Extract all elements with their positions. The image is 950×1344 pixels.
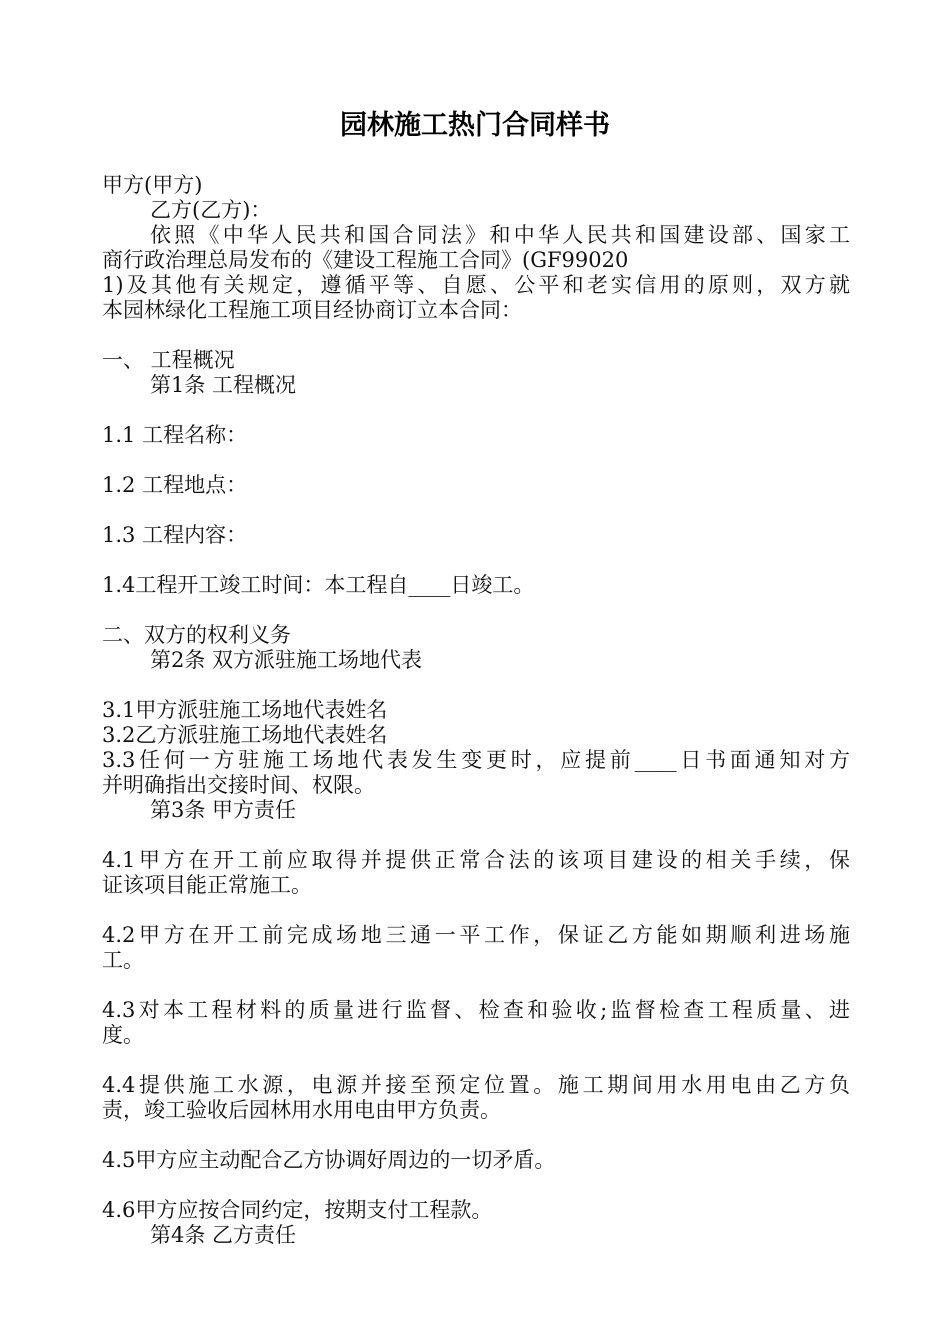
- clause-4-1-line-2: 证该项目能正常施工。: [102, 873, 312, 897]
- clause-4-5: 4.5甲方应主动配合乙方协调好周边的一切矛盾。: [102, 1148, 556, 1172]
- clause-1-1: 1.1 工程名称：: [102, 423, 248, 447]
- article-1-heading: 第1条 工程概况: [150, 373, 297, 397]
- clause-1-3: 1.3 工程内容：: [102, 523, 248, 547]
- clause-4-2-line-1: 4.2甲方在开工前完成场地三通一平工作，保证乙方能如期顺利进场施: [102, 923, 850, 947]
- article-3-heading: 第3条 甲方责任: [150, 798, 297, 822]
- preamble-line-4: 本园林绿化工程施工项目经协商订立本合同：: [102, 298, 522, 322]
- clause-4-1-line-1: 4.1甲方在开工前应取得并提供正常合法的该项目建设的相关手续，保: [102, 848, 850, 872]
- paragraph-gap: [102, 973, 850, 998]
- article-4-heading: 第4条 乙方责任: [150, 1223, 297, 1247]
- paragraph-gap: [102, 498, 850, 523]
- paragraph-gap: [102, 323, 850, 348]
- clause-4-6: 4.6甲方应按合同约定，按期支付工程款。: [102, 1198, 493, 1222]
- paragraph-gap: [102, 673, 850, 698]
- document-title: 园林施工热门合同样书: [340, 110, 610, 141]
- paragraph-gap: [102, 1173, 850, 1198]
- clause-3-1: 3.1甲方派驻施工场地代表姓名: [102, 698, 388, 722]
- paragraph-gap: [102, 1123, 850, 1148]
- paragraph-gap: [102, 823, 850, 848]
- clause-1-4: 1.4工程开工竣工时间：本工程自____日竣工。: [102, 573, 535, 597]
- article-2-heading: 第2条 双方派驻施工场地代表: [150, 648, 423, 672]
- clause-4-4-line-2: 责，竣工验收后园林用水用电由甲方负责。: [102, 1098, 501, 1122]
- clause-4-3-line-1: 4.3对本工程材料的质量进行监督、检查和验收;监督检查工程质量、进: [102, 998, 850, 1022]
- paragraph-gap: [102, 898, 850, 923]
- clause-4-3-line-2: 度。: [102, 1023, 144, 1047]
- paragraph-gap: [102, 1048, 850, 1073]
- clause-4-4-line-1: 4.4提供施工水源，电源并接至预定位置。施工期间用水用电由乙方负: [102, 1073, 850, 1097]
- preamble-line-1: 依照《中华人民共和国合同法》和中华人民共和国建设部、国家工: [150, 223, 850, 247]
- clause-4-2-line-2: 工。: [102, 948, 144, 972]
- party-a-line: 甲方(甲方): [102, 173, 203, 197]
- clause-3-2: 3.2乙方派驻施工场地代表姓名: [102, 723, 388, 747]
- clause-3-3-line-1: 3.3任何一方驻施工场地代表发生变更时，应提前____日书面通知对方: [102, 748, 850, 772]
- clause-3-3-line-2: 并明确指出交接时间、权限。: [102, 773, 375, 797]
- paragraph-gap: [102, 548, 850, 573]
- document-body: [102, 173, 850, 1248]
- paragraph-gap: [102, 398, 850, 423]
- section-heading-2: 二、双方的权利义务: [102, 623, 291, 647]
- clause-1-2: 1.2 工程地点：: [102, 473, 248, 497]
- preamble-line-2: 商行政治理总局发布的《建设工程施工合同》(GF99020: [102, 248, 629, 272]
- paragraph-gap: [102, 448, 850, 473]
- preamble-line-3: 1)及其他有关规定，遵循平等、自愿、公平和老实信用的原则，双方就: [102, 273, 850, 297]
- party-b-line: 乙方(乙方)：: [150, 198, 272, 222]
- paragraph-gap: [102, 598, 850, 623]
- section-heading-1: 一、 工程概况: [102, 348, 235, 372]
